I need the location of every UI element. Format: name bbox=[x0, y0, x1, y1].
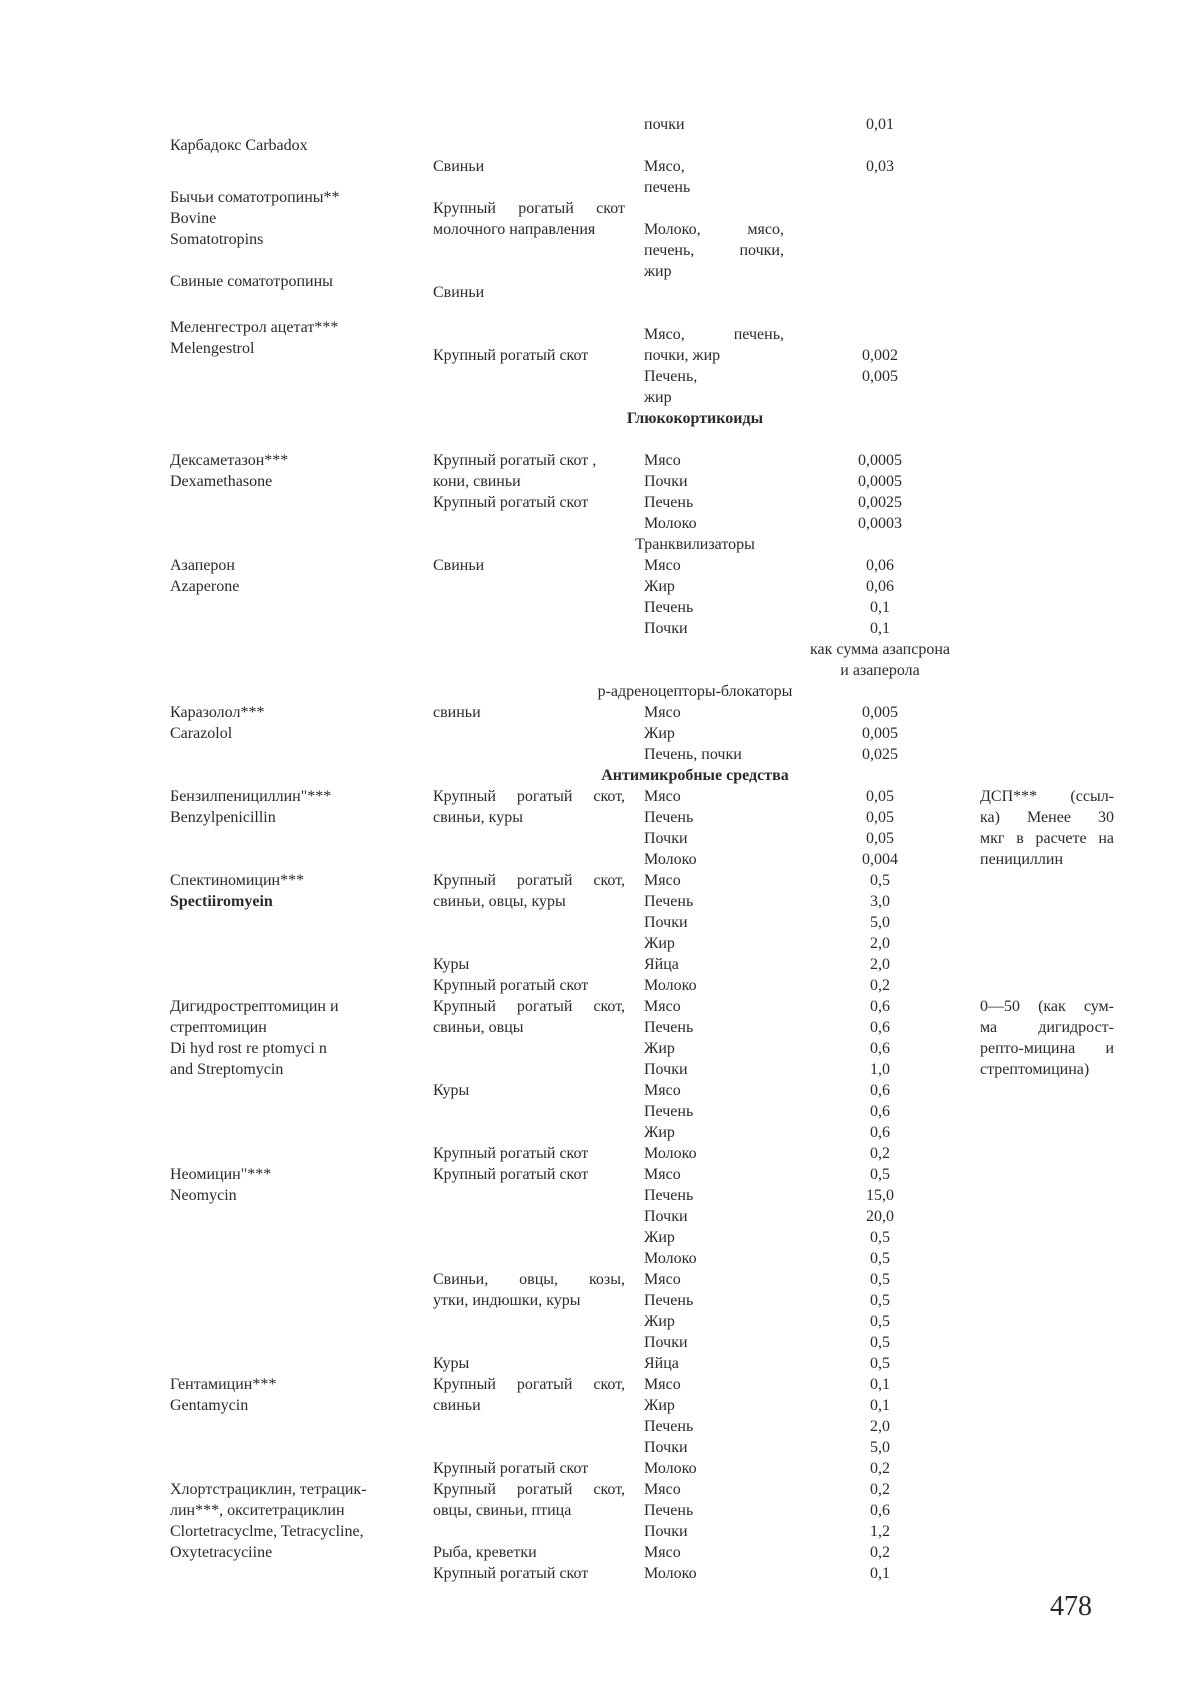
substance-name: Neomycin bbox=[170, 1187, 237, 1204]
tissue-cell: Печень bbox=[644, 1103, 694, 1120]
tissue-cell: Печень bbox=[644, 1187, 694, 1204]
substance-name: Oxytetracyciine bbox=[170, 1544, 273, 1561]
substance-name: Свиные соматотропины bbox=[170, 273, 333, 290]
limit-value: 0,2 bbox=[870, 1145, 890, 1162]
tissue-cell: Мясо, bbox=[644, 158, 685, 175]
limit-value: 0,2 bbox=[870, 1481, 890, 1498]
tissue-cell: жир bbox=[644, 389, 672, 406]
tissue-cell: Печень bbox=[644, 809, 694, 826]
limit-value: 2,0 bbox=[870, 1418, 890, 1435]
limit-value: 20,0 bbox=[866, 1208, 894, 1225]
tissue-cell: Молоко bbox=[644, 515, 697, 532]
tissue-cell: Печень bbox=[644, 599, 694, 616]
limit-value: 0,5 bbox=[870, 1229, 890, 1246]
tissue-cell: Мясо bbox=[644, 788, 681, 805]
tissue-cell: печень bbox=[644, 179, 691, 196]
note-cell: стрептомицина) bbox=[980, 1061, 1090, 1078]
tissue-cell: Молоко, мясо, bbox=[644, 221, 784, 238]
limit-value: 0,0025 bbox=[858, 494, 902, 511]
species-cell: Крупный рогатый скот bbox=[433, 347, 589, 364]
substance-name: Гентамицин*** bbox=[170, 1376, 277, 1393]
species-cell: Свиньи bbox=[433, 557, 485, 574]
species-cell: Крупный рогатый скот, bbox=[433, 1376, 625, 1393]
limit-value: 0,1 bbox=[870, 1565, 890, 1582]
tissue-cell: Печень bbox=[644, 1502, 694, 1519]
tissue-cell: Печень bbox=[644, 893, 694, 910]
species-cell: свиньи bbox=[433, 704, 481, 721]
tissue-cell: Молоко bbox=[644, 851, 697, 868]
tissue-cell: Печень, почки bbox=[644, 746, 742, 763]
limit-value: 1,2 bbox=[870, 1523, 890, 1540]
limit-value: 0,1 bbox=[870, 620, 890, 637]
substance-name: Spectiiromyein bbox=[170, 893, 273, 910]
limit-value: 0,5 bbox=[870, 1313, 890, 1330]
limit-value: 0,5 bbox=[870, 1334, 890, 1351]
limit-value: 0,5 bbox=[870, 1250, 890, 1267]
tissue-cell: Мясо bbox=[644, 557, 681, 574]
species-cell: Куры bbox=[433, 1082, 470, 1099]
tissue-cell: Молоко bbox=[644, 1250, 697, 1267]
species-cell: свиньи bbox=[433, 1397, 481, 1414]
tissue-cell: Мясо bbox=[644, 1376, 681, 1393]
species-cell: утки, индюшки, куры bbox=[433, 1292, 581, 1309]
tissue-cell: Почки bbox=[644, 473, 688, 490]
species-cell: Крупный рогатый скот , bbox=[433, 452, 597, 469]
limit-value: 15,0 bbox=[866, 1187, 894, 1204]
limit-value: 0,5 bbox=[870, 1292, 890, 1309]
note-cell: пенициллин bbox=[980, 851, 1064, 868]
tissue-cell: Почки bbox=[644, 1439, 688, 1456]
tissue-cell: Мясо bbox=[644, 452, 681, 469]
tissue-cell: Печень bbox=[644, 494, 694, 511]
tissue-cell: Мясо bbox=[644, 704, 681, 721]
tissue-cell: Жир bbox=[644, 1313, 675, 1330]
section-heading: Антимикробные средства bbox=[601, 767, 789, 784]
tissue-cell: Почки bbox=[644, 620, 688, 637]
species-cell: Крупный рогатый скот, bbox=[433, 998, 625, 1015]
section-heading: р-адреноцепторы-блокаторы bbox=[597, 683, 793, 700]
substance-name: Спектиномицин*** bbox=[170, 872, 305, 889]
tissue-cell: Жир bbox=[644, 1040, 675, 1057]
limit-value: 0,6 bbox=[870, 1103, 890, 1120]
limit-value: 0,5 bbox=[870, 1271, 890, 1288]
limit-value: 0,6 bbox=[870, 1019, 890, 1036]
limit-value: 1,0 bbox=[870, 1061, 890, 1078]
tissue-cell: Молоко bbox=[644, 1565, 697, 1582]
species-cell: Крупный рогатый скот bbox=[433, 494, 589, 511]
tissue-cell: Мясо bbox=[644, 1082, 681, 1099]
limit-value: 3,0 bbox=[870, 893, 890, 910]
limit-value: 0,2 bbox=[870, 977, 890, 994]
substance-name: Дигидрострептомицин и bbox=[170, 998, 339, 1015]
tissue-cell: Жир bbox=[644, 725, 675, 742]
note-cell: 0—50 (как сум- bbox=[980, 998, 1114, 1015]
tissue-cell: Мясо, печень, bbox=[644, 326, 784, 343]
substance-name: Каразолол*** bbox=[170, 704, 265, 721]
limit-value: 0,01 bbox=[866, 116, 894, 133]
tissue-cell: Почки bbox=[644, 1334, 688, 1351]
substance-name: Gentamycin bbox=[170, 1397, 249, 1414]
note-cell: ДСП*** (ссыл- bbox=[980, 788, 1114, 805]
limit-value: 0,005 bbox=[862, 368, 898, 385]
limit-value: 0,05 bbox=[866, 788, 894, 805]
tissue-cell: Молоко bbox=[644, 1460, 697, 1477]
tissue-cell: Жир bbox=[644, 578, 675, 595]
tissue-cell: печень, почки, bbox=[644, 242, 784, 259]
limit-value: 0,5 bbox=[870, 872, 890, 889]
tissue-cell: Печень bbox=[644, 1418, 694, 1435]
species-cell: Свиньи, овцы, козы, bbox=[433, 1271, 625, 1288]
species-cell: молочного направления bbox=[433, 221, 596, 238]
limit-value: 0,005 bbox=[862, 704, 898, 721]
limit-value: 0,004 bbox=[862, 851, 898, 868]
substance-name: Бензилпенициллин"*** bbox=[170, 788, 332, 805]
limit-value: 0,1 bbox=[870, 1397, 890, 1414]
species-cell: Куры bbox=[433, 1355, 470, 1372]
tissue-cell: Молоко bbox=[644, 1145, 697, 1162]
limit-value: 0,1 bbox=[870, 599, 890, 616]
substance-name: Азаперон bbox=[170, 557, 235, 574]
tissue-cell: Жир bbox=[644, 1397, 675, 1414]
page-number: 478 bbox=[1050, 1591, 1092, 1622]
limit-value: 0,2 bbox=[870, 1544, 890, 1561]
substance-name: Меленгестрол ацетат*** bbox=[170, 319, 339, 336]
limit-value: 0,6 bbox=[870, 1082, 890, 1099]
limit-value: 2,0 bbox=[870, 956, 890, 973]
species-cell: свиньи, овцы bbox=[433, 1019, 524, 1036]
limit-value: 0,06 bbox=[866, 557, 894, 574]
limit-value: 0,06 bbox=[866, 578, 894, 595]
tissue-cell: Мясо bbox=[644, 1481, 681, 1498]
limit-value: 0,1 bbox=[870, 1376, 890, 1393]
tissue-cell: Печень bbox=[644, 1292, 694, 1309]
tissue-cell: Почки bbox=[644, 1523, 688, 1540]
tissue-cell: Жир bbox=[644, 935, 675, 952]
tissue-cell: Почки bbox=[644, 914, 688, 931]
tissue-cell: Жир bbox=[644, 1229, 675, 1246]
substance-name: Хлортстрациклин, тетрацик- bbox=[170, 1481, 367, 1498]
limit-value: 5,0 bbox=[870, 914, 890, 931]
limit-value: 0,6 bbox=[870, 1124, 890, 1141]
limit-value: 0,2 bbox=[870, 1460, 890, 1477]
species-cell: Свиньи bbox=[433, 284, 485, 301]
section-heading: Транквилизаторы bbox=[635, 536, 755, 553]
limit-value: 0,6 bbox=[870, 1040, 890, 1057]
note-cell: ма дигидрост- bbox=[980, 1019, 1114, 1036]
limit-value: 0,5 bbox=[870, 1166, 890, 1183]
species-cell: Свиньи bbox=[433, 158, 485, 175]
tissue-cell: почки bbox=[644, 116, 685, 133]
tissue-cell: Мясо bbox=[644, 998, 681, 1015]
substance-name: Carazolol bbox=[170, 725, 233, 742]
limit-value: 0,6 bbox=[870, 998, 890, 1015]
species-cell: Рыба, креветки bbox=[433, 1544, 537, 1561]
substance-name: Di hyd rost re ptomyci n bbox=[170, 1040, 327, 1057]
species-cell: Крупный рогатый скот, bbox=[433, 872, 625, 889]
substance-name: Бычьи соматотропины** bbox=[170, 189, 340, 206]
species-cell: Крупный рогатый скот bbox=[433, 977, 589, 994]
tissue-cell: Печень, bbox=[644, 368, 698, 385]
substance-name: Benzylpenicillin bbox=[170, 809, 276, 826]
tissue-cell: Жир bbox=[644, 1124, 675, 1141]
limit-value: 0,6 bbox=[870, 1502, 890, 1519]
species-cell: Крупный рогатый скот bbox=[433, 1166, 589, 1183]
tissue-cell: Почки bbox=[644, 830, 688, 847]
tissue-cell: Почки bbox=[644, 1061, 688, 1078]
species-cell: овцы, свиньи, птица bbox=[433, 1502, 572, 1519]
note-cell: ка) Менее 30 bbox=[980, 809, 1114, 826]
species-cell: Крупный рогатый скот bbox=[433, 1565, 589, 1582]
limit-value: 0,05 bbox=[866, 809, 894, 826]
tissue-cell: Почки bbox=[644, 1208, 688, 1225]
substance-name: стрептомицин bbox=[170, 1019, 267, 1036]
tissue-cell: Печень bbox=[644, 1019, 694, 1036]
limit-value: 0,0003 bbox=[858, 515, 902, 532]
note-cell: репто-мицина и bbox=[980, 1040, 1114, 1057]
tissue-cell: Мясо bbox=[644, 872, 681, 889]
species-cell: Крупный рогатый скот, bbox=[433, 788, 625, 805]
substance-name: Somatotropins bbox=[170, 231, 264, 248]
species-cell: Куры bbox=[433, 956, 470, 973]
limit-value: 0,5 bbox=[870, 1355, 890, 1372]
limit-value: 0,0005 bbox=[858, 473, 902, 490]
substance-name: Clortetracyclme, Tetracycline, bbox=[170, 1523, 364, 1540]
substance-name: and Streptomycin bbox=[170, 1061, 284, 1078]
limit-value: 0,002 bbox=[862, 347, 898, 364]
substance-name: Dexamethasone bbox=[170, 473, 273, 490]
limit-value: 0,005 bbox=[862, 725, 898, 742]
substance-name: Дексаметазон*** bbox=[170, 452, 289, 469]
tissue-cell: жир bbox=[644, 263, 672, 280]
substance-name: Melengestrol bbox=[170, 340, 255, 357]
species-cell: Крупный рогатый скот bbox=[433, 200, 625, 217]
limit-value: 0,05 bbox=[866, 830, 894, 847]
tissue-cell: Мясо bbox=[644, 1166, 681, 1183]
note-cell: мкг в расчете на bbox=[980, 830, 1114, 847]
tissue-cell: Молоко bbox=[644, 977, 697, 994]
species-cell: свиньи, овцы, куры bbox=[433, 893, 566, 910]
limit-value: и азаперола bbox=[840, 662, 920, 679]
substance-name: Azaperone bbox=[170, 578, 240, 595]
limit-value: 0,03 bbox=[866, 158, 894, 175]
substance-name: Карбадокс Carbadox bbox=[170, 137, 308, 154]
tissue-cell: Яйца bbox=[644, 1355, 679, 1372]
tissue-cell: Мясо bbox=[644, 1271, 681, 1288]
species-cell: Крупный рогатый скот bbox=[433, 1145, 589, 1162]
species-cell: Крупный рогатый скот bbox=[433, 1460, 589, 1477]
species-cell: Крупный рогатый скот, bbox=[433, 1481, 625, 1498]
limit-value: 0,025 bbox=[862, 746, 898, 763]
species-cell: свиньи, куры bbox=[433, 809, 523, 826]
substance-name: лин***, окситетрациклин bbox=[170, 1502, 345, 1519]
tissue-cell: Мясо bbox=[644, 1544, 681, 1561]
section-heading: Глюкокортикоиды bbox=[626, 410, 764, 427]
substance-name: Неомицин"*** bbox=[170, 1166, 272, 1183]
limit-value: 5,0 bbox=[870, 1439, 890, 1456]
limit-value: как сумма азапсрона bbox=[810, 641, 950, 658]
limit-value: 2,0 bbox=[870, 935, 890, 952]
substance-name: Bovine bbox=[170, 210, 217, 227]
species-cell: кони, свиньи bbox=[433, 473, 521, 490]
tissue-cell: почки, жир bbox=[644, 347, 721, 364]
limit-value: 0,0005 bbox=[858, 452, 902, 469]
tissue-cell: Яйца bbox=[644, 956, 679, 973]
